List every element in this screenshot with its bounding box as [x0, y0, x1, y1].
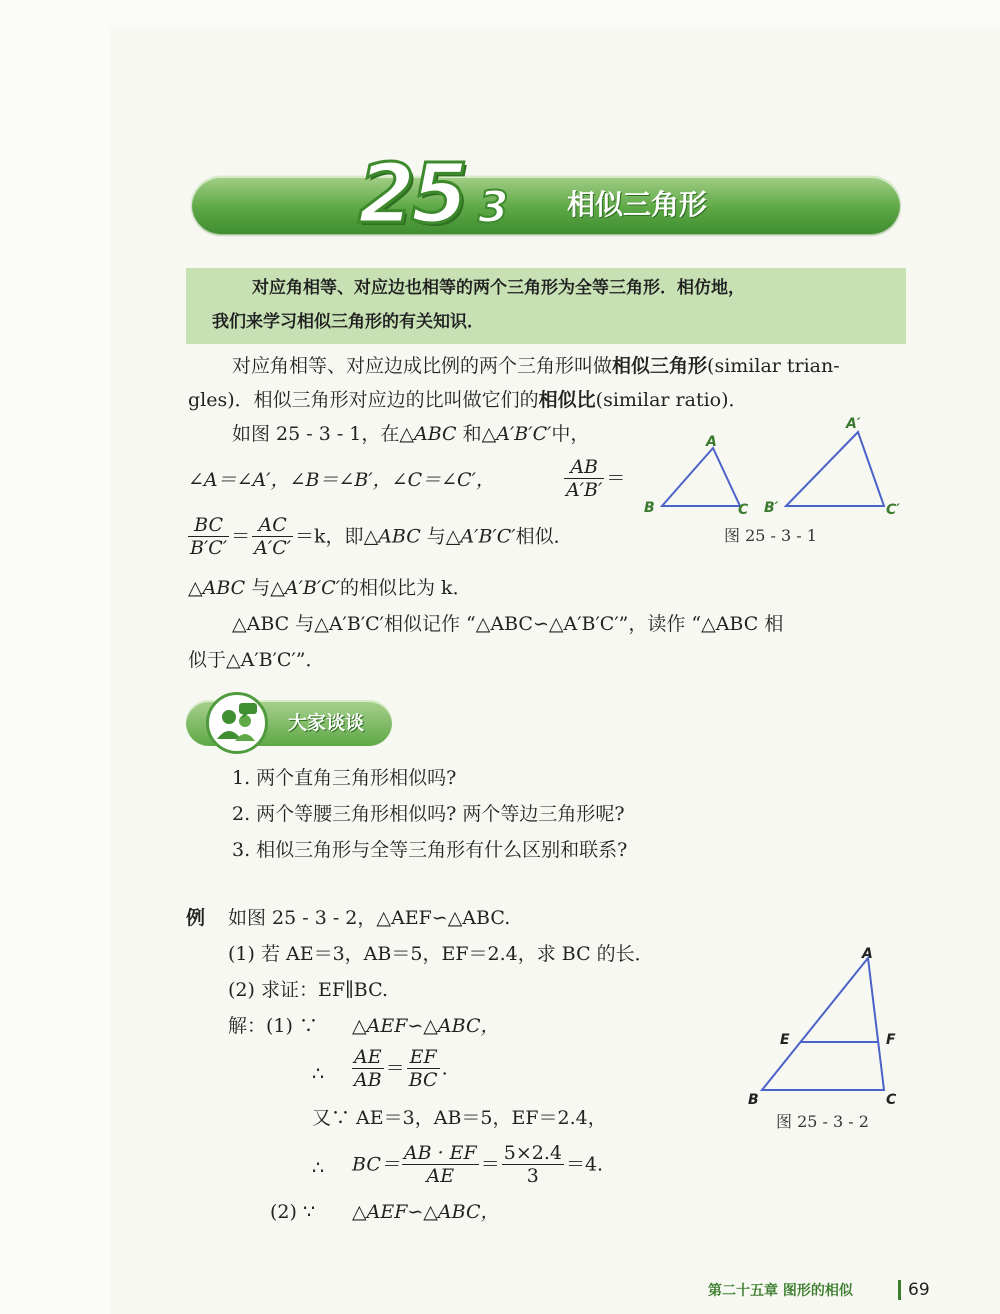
- solution-part2-label: (2) ∵: [270, 1201, 316, 1223]
- text-run: 和: [456, 423, 482, 445]
- page-margin-top: [0, 0, 1000, 28]
- text-run: 相似．: [515, 525, 573, 548]
- discussion-question-1: 1. 两个直角三角形相似吗?: [232, 767, 457, 789]
- example-part-1: (1) 若 AE＝3，AB＝5，EF＝2.4，求 BC 的长．: [228, 943, 654, 965]
- similarity-ratio-line: [188, 574, 472, 602]
- label-c: C: [886, 1092, 897, 1108]
- definition-english: (similar ratio)．: [595, 389, 748, 411]
- triangle-abc-prime: △A′B′C′: [445, 525, 516, 548]
- therefore-symbol: ∴: [312, 1063, 325, 1085]
- triangle-abc-shape: [762, 958, 884, 1090]
- label-f: F: [886, 1032, 896, 1048]
- label-b: B: [748, 1092, 759, 1108]
- page-number: 69: [908, 1280, 930, 1300]
- example-statement: 如图 25 - 3 - 2，△AEF∽△ABC.: [228, 907, 511, 929]
- discussion-label: 大家谈谈: [288, 712, 365, 734]
- numerator: AB: [564, 456, 604, 479]
- label-b: B: [644, 500, 655, 516]
- text-run: 如图 25 - 3 - 1，在: [232, 423, 400, 445]
- period: .: [441, 1057, 448, 1080]
- triangle-abc-prime: △A′B′C′: [481, 423, 552, 445]
- label-a-prime: A′: [846, 416, 861, 432]
- equals-sign: ＝: [480, 1153, 500, 1176]
- triangle-abc: △ABC: [188, 577, 246, 599]
- definition-line-1: [232, 352, 840, 380]
- intro-line-2: 我们来学习相似三角形的有关知识．: [212, 312, 484, 332]
- triangle-abc-shape: [662, 448, 740, 506]
- definition-text: gles)．相似三角形对应边的比叫做它们的: [188, 389, 539, 411]
- notation-line-1: △ABC 与△A′B′C′相似记作 “△ABC∽△A′B′C′”，读作 “△ABC 相: [232, 613, 784, 635]
- text-run: 的相似比为 k．: [340, 577, 472, 599]
- section-title-banner: [192, 176, 900, 234]
- figure-25-3-1: [640, 418, 920, 528]
- label-c-prime: C′: [886, 502, 900, 518]
- discussion-people-icon: [206, 692, 268, 754]
- example-intro-line: [232, 420, 589, 448]
- figure-caption-2: 图 25 - 3 - 2: [776, 1112, 869, 1131]
- example-tag: 例: [186, 907, 206, 929]
- text-run: BC＝: [352, 1153, 400, 1176]
- equals-sign: ＝: [385, 1057, 405, 1080]
- section-number-minor: 3: [478, 182, 509, 233]
- section-number-major: 25: [358, 147, 465, 242]
- definition-english: (similar trian-: [707, 355, 840, 377]
- intro-line-1: 对应角相等、对应边也相等的两个三角形为全等三角形．相仿地，: [252, 278, 745, 298]
- solution-label: 解：(1) ∵: [228, 1015, 318, 1037]
- numerator: BC: [188, 514, 229, 537]
- text-run: 中，: [551, 423, 590, 445]
- term-similar-triangles: 相似三角形: [612, 355, 708, 377]
- triangle-abc-prime-shape: [786, 432, 884, 506]
- discussion-question-2: 2. 两个等腰三角形相似吗? 两个等边三角形呢?: [232, 803, 625, 825]
- result: ＝4.: [565, 1153, 604, 1176]
- fraction-ef-bc: [407, 1046, 440, 1091]
- therefore-symbol: ∴: [312, 1157, 325, 1179]
- numerator: AB · EF: [403, 1142, 477, 1164]
- triangle-abc: △ABC: [363, 525, 421, 548]
- denominator: BC: [408, 1069, 438, 1091]
- footer-chapter-title: 第二十五章 图形的相似: [708, 1283, 853, 1299]
- label-c: C: [738, 502, 749, 518]
- label-a: A: [862, 946, 873, 962]
- denominator: A′C′: [254, 537, 292, 559]
- solution-ratio: [350, 1046, 448, 1091]
- people-icon: [209, 695, 265, 751]
- fraction-numeric: [502, 1142, 564, 1187]
- fraction-ac: [252, 514, 293, 559]
- label-a: A: [706, 434, 717, 450]
- solution-bc-computation: [352, 1142, 603, 1187]
- denominator: B′C′: [190, 537, 228, 559]
- text-run: 与: [420, 525, 446, 548]
- solution-step-1: △AEF∽△ABC，: [352, 1015, 500, 1037]
- numerator: AC: [252, 514, 293, 537]
- equals-sign: ＝: [231, 525, 251, 548]
- fraction-ab-ef-ae: [402, 1142, 479, 1187]
- fraction-ab: [564, 456, 604, 501]
- solution-part2-step: △AEF∽△ABC，: [352, 1201, 500, 1223]
- text-run: ＝k，即: [295, 525, 364, 548]
- numerator: EF: [407, 1046, 440, 1069]
- fraction-bc: [188, 514, 229, 559]
- figure-25-3-2: [740, 944, 910, 1104]
- figure-caption-1: 图 25 - 3 - 1: [724, 526, 817, 545]
- equals-sign: ＝: [606, 467, 626, 490]
- page-margin-left: [0, 0, 110, 1314]
- triangle-abc-prime: △A′B′C′: [270, 577, 341, 599]
- denominator: AB: [354, 1069, 382, 1091]
- denominator: A′B′: [566, 479, 603, 501]
- notation-line-2: 似于△A′B′C′”．: [188, 649, 325, 671]
- ratio-continuation-line: [186, 514, 573, 559]
- numerator: 5×2.4: [503, 1142, 562, 1164]
- angle-equalities: ∠A＝∠A′，∠B＝∠B′，∠C＝∠C′，: [188, 469, 495, 491]
- section-title: 相似三角形: [567, 188, 708, 221]
- example-part-2: (2) 求证：EF∥BC.: [228, 979, 388, 1001]
- triangle-abc: △ABC: [399, 423, 457, 445]
- discussion-question-3: 3. 相似三角形与全等三角形有什么区别和联系?: [232, 839, 628, 861]
- numerator: AE: [352, 1046, 384, 1069]
- denominator: AE: [426, 1165, 455, 1187]
- ratio-ab-line: [562, 456, 625, 501]
- footer-divider: [898, 1280, 901, 1300]
- denominator: 3: [526, 1165, 539, 1187]
- text-run: 与: [245, 577, 271, 599]
- term-similar-ratio: 相似比: [538, 389, 596, 411]
- definition-text: 对应角相等、对应边成比例的两个三角形叫做: [232, 355, 613, 377]
- label-b-prime: B′: [764, 500, 779, 516]
- label-e: E: [780, 1032, 790, 1048]
- definition-line-2: [188, 386, 748, 414]
- solution-given: 又∵ AE＝3，AB＝5，EF＝2.4，: [312, 1107, 607, 1129]
- fraction-ae-ab: [352, 1046, 384, 1091]
